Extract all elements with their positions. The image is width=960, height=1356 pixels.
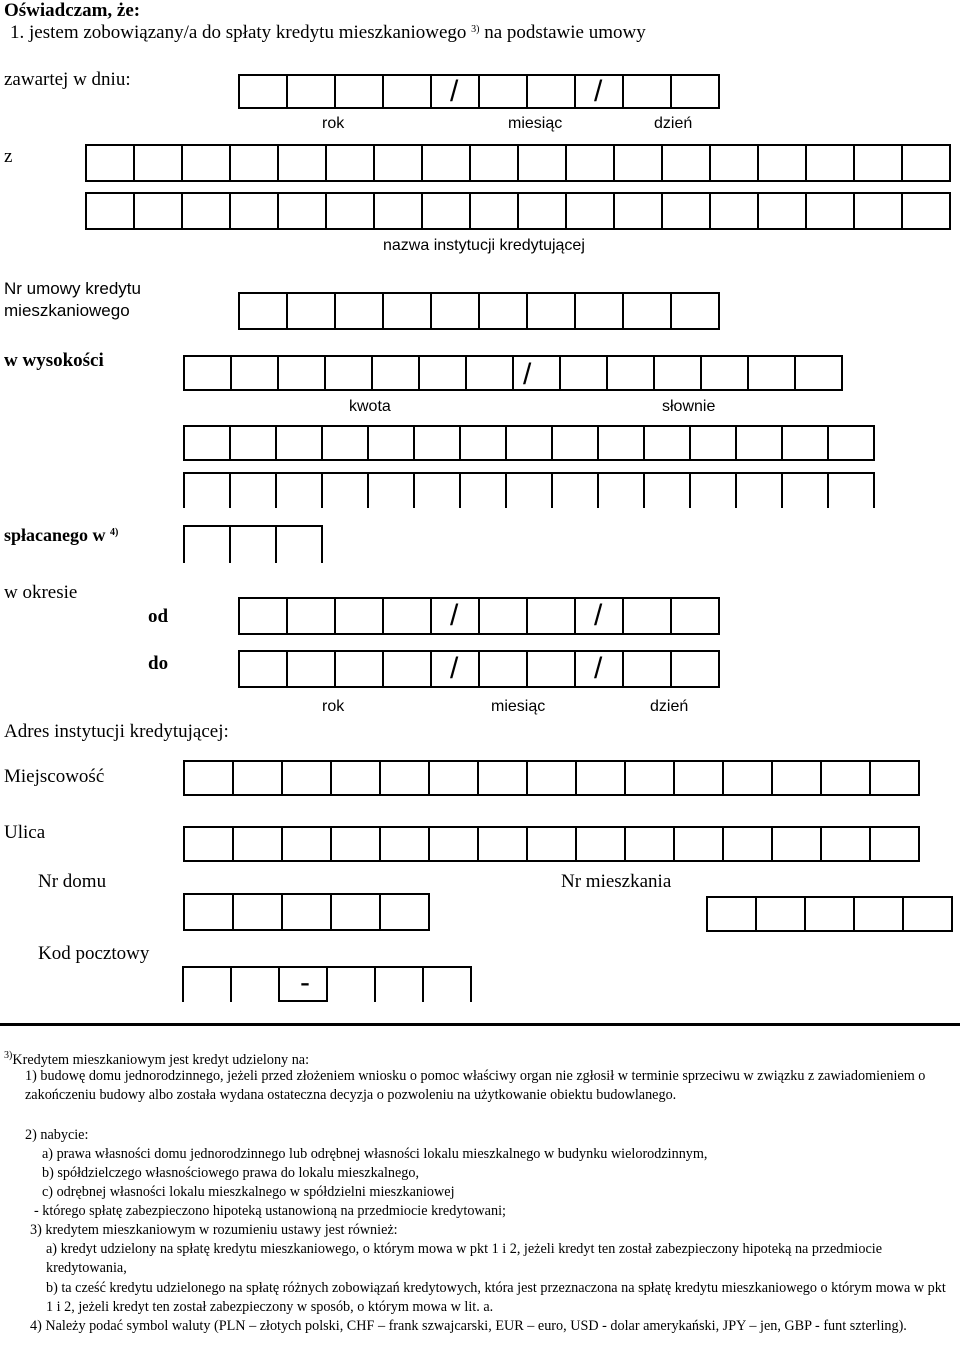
contract-date-label: zawartej w dniu: <box>4 69 131 90</box>
point-1-tail: na podstawie umowy <box>484 22 646 43</box>
caption-month: miesiąc <box>508 115 563 132</box>
date-separator: / <box>450 75 459 108</box>
amount-decimal-separator: / <box>523 358 532 391</box>
amount-words-row-2[interactable] <box>183 472 875 508</box>
amount-caption: kwota <box>349 398 391 415</box>
footnote-3-point-2c: c) odrębnej własności lokalu mieszkalnego w spółdzielni mieszkaniowej <box>42 1184 455 1200</box>
postcode-dash: - <box>300 966 310 999</box>
contract-number-label-2: mieszkaniowego <box>4 301 130 320</box>
house-number-boxes[interactable] <box>183 893 430 931</box>
footnote-3-point-2b: b) spółdzielczego własnościowego prawa do lokalu mieszkalnego, <box>42 1165 420 1181</box>
period-from-label: od <box>148 606 169 627</box>
street-label: Ulica <box>4 822 46 843</box>
currency-boxes[interactable] <box>183 525 323 563</box>
postcode-boxes[interactable] <box>182 966 472 1002</box>
date-separator: / <box>594 599 603 632</box>
period-to-label: do <box>148 653 169 674</box>
house-number-label: Nr domu <box>38 871 107 892</box>
street-boxes[interactable] <box>183 826 920 862</box>
footnote-3-point-2a: a) prawa własności domu jednorodzinnego lub odrębnej własności lokalu mieszkalnego w budynku wielorodzinnym, <box>42 1146 708 1162</box>
date-separator: / <box>594 652 603 685</box>
footnote-3-point-2d: - którego spłatę zabezpieczono hipoteką ustanowioną na przedmiocie kredytowani; <box>34 1203 506 1219</box>
flat-number-boxes[interactable] <box>706 896 953 932</box>
postcode-label: Kod pocztowy <box>38 943 150 964</box>
period-to-boxes[interactable] <box>238 650 720 688</box>
amount-words-caption: słownie <box>662 398 716 415</box>
footnote-divider <box>0 1023 960 1026</box>
footnote-3-marker: 3) <box>4 1050 13 1061</box>
footnote-3-intro-text: Kredytem mieszkaniowym jest kredyt udzielony na: <box>12 1052 310 1068</box>
z-label: z <box>4 146 13 167</box>
institution-name-row-1[interactable] <box>85 144 951 182</box>
footnote-3-point-3: 3) kredytem mieszkaniowym w rozumieniu ustawy jest również: <box>30 1222 398 1238</box>
footnote-3-point-3a: a) kredyt udzielony na spłatę kredytu mieszkaniowego, o którym mowa w pkt 1 i 2, jeżeli kredyt ten został zabezpieczony hipoteką na przedmiocie kredytowania, <box>46 1241 882 1276</box>
currency-footnote-ref: 4) <box>110 527 119 538</box>
amount-label: w wysokości <box>4 350 104 371</box>
footnote-3-point-1: 1) budowę domu jednorodzinnego, jeżeli przed złożeniem wniosku o pomoc właściwy organ nie zgłosił w terminie sprzeciwu w związku z zawiadomieniem o zakończeniu budowy albo została wydana ostateczna decyzja o pozwoleniu na użytkowanie obiektu budowlanego. <box>25 1068 926 1103</box>
address-section-label: Adres instytucji kredytującej: <box>4 721 229 742</box>
footnote-3-point-2: 2) nabycie: <box>25 1127 89 1143</box>
caption-month: miesiąc <box>491 698 546 715</box>
city-label: Miejscowość <box>4 766 105 787</box>
caption-day: dzień <box>650 698 689 715</box>
contract-number-boxes[interactable] <box>238 292 720 330</box>
point-1-footnote-ref: 3) <box>471 24 480 35</box>
amount-boxes[interactable] <box>183 355 843 391</box>
point-1-text <box>10 22 646 44</box>
contract-number-label-1: Nr umowy kredytu <box>4 279 141 298</box>
declaration-title: Oświadczam, że: <box>4 0 141 21</box>
footnote-3-point-3b: b) ta cześć kredytu udzielonego na spłatę różnych zobowiązań kredytowych, która jest przeznaczona na spłatę kredytu mieszkaniowego o którym mowa w pkt 1 i 2, jeżeli kredyt ten został zabezpieczony w sposób, o którym mowa w lit. a. <box>46 1280 946 1315</box>
currency-label-text: spłacanego w <box>4 525 106 545</box>
date-separator: / <box>594 75 603 108</box>
footnote-4: 4) Należy podać symbol waluty (PLN – złotych polski, CHF – frank szwajcarski, EUR – euro, USD - dolar amerykański, JPY – jen, GBP - funt szterling). <box>30 1318 907 1334</box>
period-label: w okresie <box>4 582 78 603</box>
institution-name-row-2[interactable] <box>85 192 951 230</box>
caption-year: rok <box>322 698 345 715</box>
flat-number-label: Nr mieszkania <box>561 871 672 892</box>
caption-year: rok <box>322 115 345 132</box>
contract-date-boxes[interactable] <box>238 74 720 109</box>
date-separator: / <box>450 652 459 685</box>
currency-label <box>4 525 118 546</box>
period-from-boxes[interactable] <box>238 597 720 635</box>
institution-caption: nazwa instytucji kredytującej <box>383 237 585 254</box>
city-boxes[interactable] <box>183 760 920 796</box>
amount-words-row-1[interactable] <box>183 425 875 461</box>
date-separator: / <box>450 599 459 632</box>
caption-day: dzień <box>654 115 693 132</box>
point-1-main: 1. jestem zobowiązany/a do spłaty kredytu mieszkaniowego <box>10 22 467 43</box>
